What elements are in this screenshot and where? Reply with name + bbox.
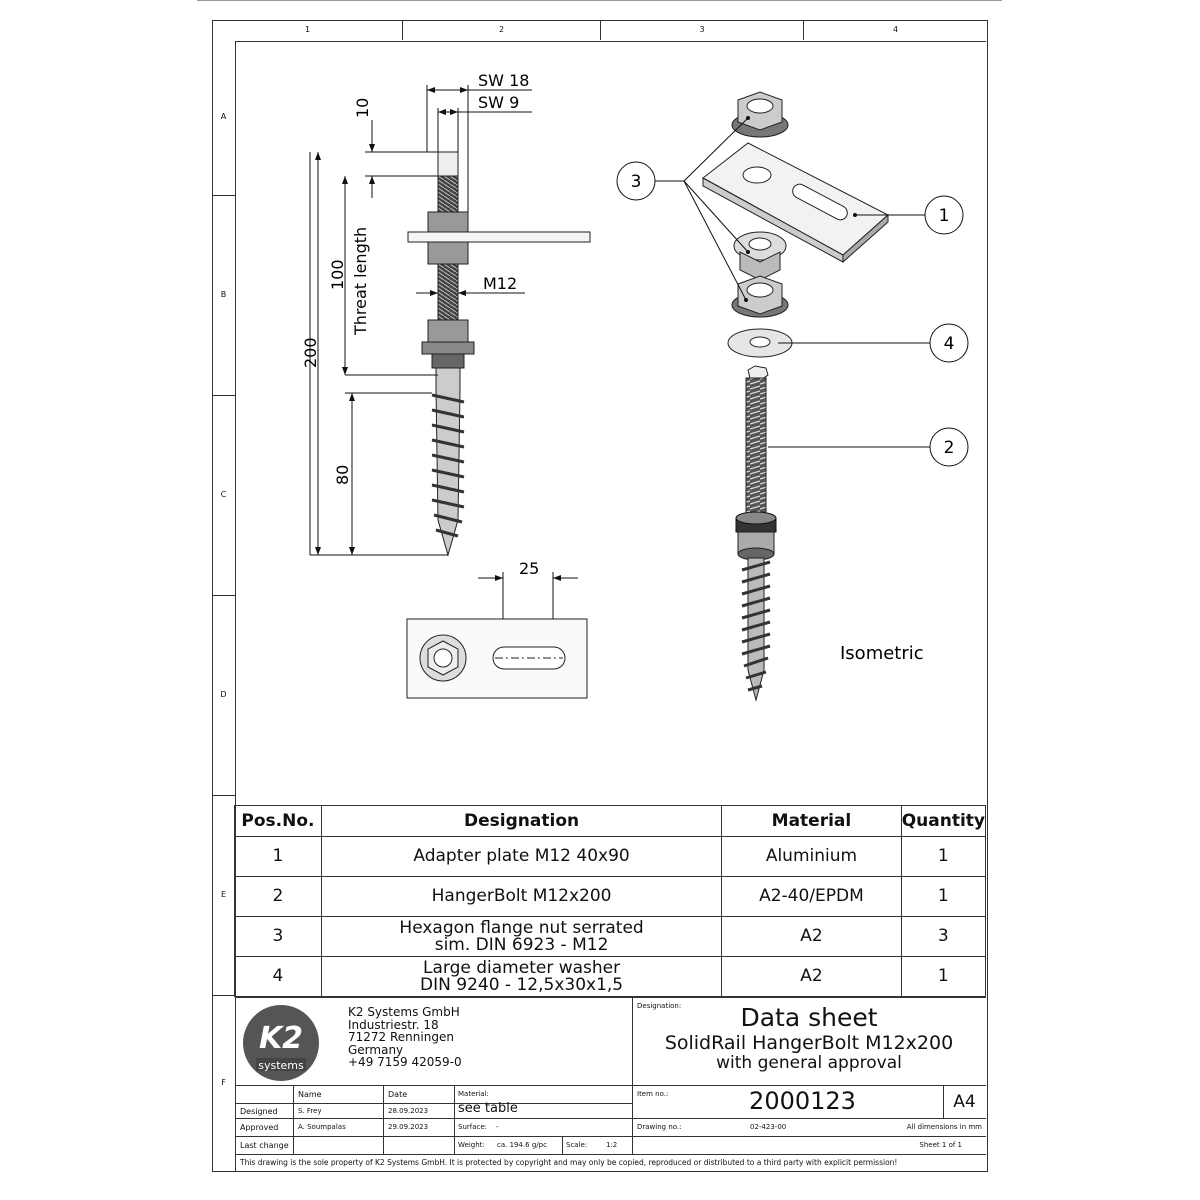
qty-cell: 3 <box>901 917 985 957</box>
svg-text:3: 3 <box>630 172 642 192</box>
company-country: Germany <box>348 1042 404 1057</box>
material-cell: A2 <box>722 957 901 997</box>
copyright-notice: This drawing is the sole property of K2 Systems GmbH. It is protected by copyright and may only be copied, reproduced or distributed to a third party with explicit permission! <box>240 1158 898 1167</box>
approved-label: Approved <box>240 1123 279 1132</box>
dim-80: 80 <box>333 464 352 485</box>
designation-cell: Large diameter washer DIN 9240 - 12,5x30x1,5 <box>321 957 721 997</box>
row-header-d: D <box>212 596 235 796</box>
units-note: All dimensions in mm <box>906 1123 982 1131</box>
date-header: Date <box>388 1090 408 1099</box>
svg-text:2: 2 <box>943 438 955 458</box>
designation-label: Designation: <box>637 1002 682 1010</box>
company-city: 71272 Renningen <box>348 1030 454 1044</box>
pos-cell: 4 <box>235 957 322 997</box>
dim-10: 10 <box>353 97 372 118</box>
item-no: 2000123 <box>749 1087 856 1115</box>
balloon-4 <box>930 324 968 362</box>
dim-threat-length: Threat length <box>351 226 370 335</box>
sheet-subtitle: SolidRail HangerBolt M12x200 <box>664 1032 954 1054</box>
designation-cell: Hexagon flange nut serrated sim. DIN 6923 - M12 <box>321 917 721 957</box>
approved-date: 29.09.2023 <box>388 1123 429 1131</box>
column-header-2: 2 <box>403 20 601 40</box>
svg-text:systems: systems <box>258 1059 304 1072</box>
row-header-c: C <box>212 396 235 596</box>
company-street: Industriestr. 18 <box>348 1017 439 1032</box>
balloon-2 <box>930 428 968 466</box>
parts-table-header <box>235 806 986 837</box>
header-pos-no: Pos.No. <box>235 806 322 837</box>
balloon-3 <box>617 162 655 200</box>
item-no-label: Item no.: <box>637 1090 669 1098</box>
sheet-title: Data sheet <box>740 1003 878 1032</box>
company-name: K2 Systems GmbH <box>348 1005 460 1019</box>
name-header: Name <box>298 1090 322 1099</box>
row-header-a: A <box>212 41 235 196</box>
scale-value: 1:2 <box>606 1141 618 1149</box>
surface-label: Surface: <box>458 1123 488 1131</box>
svg-text:K2: K2 <box>258 1021 304 1056</box>
material-cell: A2 <box>722 917 901 957</box>
top-view-plate <box>407 559 587 698</box>
parts-table <box>234 805 986 997</box>
balloon-1 <box>925 196 963 234</box>
dim-m12: M12 <box>483 274 518 293</box>
header-designation: Designation <box>321 806 721 837</box>
column-header-1: 1 <box>213 20 403 40</box>
isometric-view <box>655 92 930 700</box>
table-row <box>235 877 986 917</box>
material-label: Material: <box>458 1090 489 1098</box>
material-cell: A2-40/EPDM <box>722 877 901 917</box>
pos-cell: 1 <box>235 837 322 877</box>
drawing-no-label: Drawing no.: <box>637 1123 682 1131</box>
company-phone: +49 7159 42059-0 <box>348 1055 462 1069</box>
row-header-e: E <box>212 796 235 996</box>
pos-cell: 3 <box>235 917 322 957</box>
k2-logo <box>240 1003 322 1083</box>
header-quantity: Quantity <box>901 806 985 837</box>
dim-25: 25 <box>519 559 540 578</box>
designed-name: S. Frey <box>298 1107 322 1115</box>
column-header-4: 4 <box>892 25 899 34</box>
qty-cell: 1 <box>901 957 985 997</box>
dim-sw18: SW 18 <box>478 71 530 90</box>
weight-value: ca. 194.6 g/pc <box>497 1141 547 1149</box>
side-view-bolt <box>408 152 590 555</box>
row-header-b: B <box>212 196 235 396</box>
drawing-no: 02-423-00 <box>750 1123 787 1131</box>
sheet-number: Sheet 1 of 1 <box>919 1141 962 1149</box>
svg-text:4: 4 <box>943 334 955 354</box>
dim-100: 100 <box>328 259 347 290</box>
column-header-3: 3 <box>601 20 804 40</box>
table-row <box>235 917 986 957</box>
designation-cell: Adapter plate M12 40x90 <box>321 837 721 877</box>
material-cell: Aluminium <box>722 837 901 877</box>
pos-cell: 2 <box>235 877 322 917</box>
designation-cell: HangerBolt M12x200 <box>321 877 721 917</box>
surface-value: - <box>496 1123 499 1131</box>
row-header-f: F <box>221 1078 226 1087</box>
table-row <box>235 837 986 877</box>
svg-text:1: 1 <box>938 206 950 226</box>
last-change-label: Last change <box>240 1141 289 1150</box>
weight-label: Weight: <box>458 1141 485 1149</box>
isometric-label: Isometric <box>840 643 924 664</box>
header-material: Material <box>722 806 901 837</box>
dim-sw9: SW 9 <box>478 93 520 112</box>
dim-200: 200 <box>301 337 320 368</box>
company-address <box>348 1006 462 1069</box>
sheet-subtitle-2: with general approval <box>716 1053 902 1073</box>
material-value: see table <box>458 1101 518 1116</box>
qty-cell: 1 <box>901 877 985 917</box>
scale-label: Scale: <box>566 1141 588 1149</box>
table-row <box>235 957 986 997</box>
sheet-format: A4 <box>953 1092 976 1112</box>
approved-name: A. Soumpalas <box>298 1123 346 1131</box>
designed-date: 28.09.2023 <box>388 1107 429 1115</box>
designed-label: Designed <box>240 1107 278 1116</box>
qty-cell: 1 <box>901 837 985 877</box>
